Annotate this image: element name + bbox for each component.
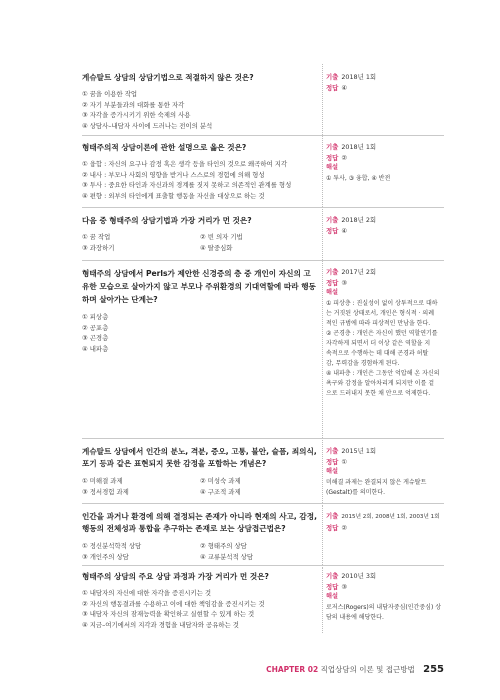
answer-label: 정답 xyxy=(326,523,339,532)
option: ③ 개인주의 상담 xyxy=(82,552,129,561)
option: ④ 편향 : 외부의 타인에게 표출할 행동을 자신을 대상으로 하는 것 xyxy=(82,191,265,200)
option: ① 꿈을 이용한 작업 xyxy=(82,90,138,98)
chapter-label: CHAPTER 02 xyxy=(266,665,319,674)
option: ③ 자각을 증가시키기 위한 숙제의 사용 xyxy=(82,111,191,120)
question-title: 인간을 과거나 환경에 의해 결정되는 존재가 아니라 현재의 사고, 감정, 행동의 전체성과 통합을 추구하는 존재로 보는 상담접근법은? xyxy=(82,512,317,533)
explanation-label: 해설 xyxy=(326,289,338,297)
exam-value: 2017년 2회 xyxy=(341,268,377,276)
answer-label: 정답 xyxy=(326,457,339,466)
exam-label: 기출 xyxy=(326,73,339,81)
explanation-label: 해설 xyxy=(326,593,338,601)
explanation-line: (Gestalt)를 의미한다. xyxy=(326,488,385,496)
question-title: 게슈탈트 상담의 상담기법으로 적절하지 않은 것은? xyxy=(82,73,254,82)
option: ③ 과장하기 xyxy=(82,243,115,252)
answer-value: ③ xyxy=(341,278,348,287)
answer-label: 정답 xyxy=(326,582,339,591)
explanation-line: 는 거짓된 상태로서, 개인은 형식적 · 의례 xyxy=(326,309,434,317)
option: ① 꿈 작업 xyxy=(82,233,111,241)
option: ② 공포층 xyxy=(82,323,109,332)
chapter-title: 직업상담의 이론 및 접근방법 xyxy=(320,665,415,674)
question-block xyxy=(82,136,444,208)
exam-value: 2015년 1회 xyxy=(341,447,377,455)
answer-value: ③ xyxy=(341,582,348,591)
exam-label: 기출 xyxy=(326,572,339,580)
explanation-line: ④ 내파층 : 개인은 그동안 억압해 온 자신의 xyxy=(326,369,440,377)
answer-label: 정답 xyxy=(326,278,339,287)
explanation-label: 해설 xyxy=(326,468,338,476)
page-footer xyxy=(266,664,444,675)
explanation-line: 담의 내용에 해당한다. xyxy=(326,613,384,621)
exam-label: 기출 xyxy=(326,216,339,224)
exam-label: 기출 xyxy=(326,143,339,151)
option: ① 피상층 xyxy=(82,313,109,321)
answer-label: 정답 xyxy=(326,83,339,92)
option: ① 정신분석학적 상담 xyxy=(82,542,142,550)
option: ① 융합 : 자신의 요구나 감정 혹은 생각 등을 타인의 것으로 왜곡하여 지각 xyxy=(82,160,288,168)
answer-value: ② xyxy=(341,523,348,532)
page-number: 255 xyxy=(423,664,444,675)
explanation-line: ① 피상층 : 진실성이 없이 상투적으로 대하 xyxy=(326,299,438,307)
exam-value: 2010년 3회 xyxy=(341,572,377,580)
option: ④ 지금–여기에서의 지각과 경험을 내담자와 공유하는 것 xyxy=(82,620,239,629)
option: ④ 상담사–내담자 사이에 드러나는 전이의 분석 xyxy=(82,121,213,130)
explanation-line: 속적으로 수행하는 데 대해 곤경과 허탈 xyxy=(326,349,429,357)
answer-value: ① xyxy=(341,457,348,466)
answer-value: ② xyxy=(341,153,348,162)
question-block xyxy=(82,64,444,136)
explanation-line: 욕구와 감정을 알아차리게 되지만 이를 겉 xyxy=(326,379,435,387)
explanation-line: 미해결 과제는 완결되지 않은 게슈탈트 xyxy=(326,478,427,486)
option: ④ 교류분석적 상담 xyxy=(200,552,254,561)
explanation-line: 감, 무력감을 경험하게 된다. xyxy=(326,359,400,367)
answer-label: 정답 xyxy=(326,153,339,162)
explanation-label: 해설 xyxy=(326,164,338,172)
question-block xyxy=(82,261,444,439)
option: ④ 탈중심화 xyxy=(200,243,233,252)
answer-value: ④ xyxy=(341,83,348,92)
question-block xyxy=(82,505,444,566)
explanation-line: 로저스(Rogers)의 내담자중심(인간중심) 상 xyxy=(326,603,441,611)
exam-label: 기출 xyxy=(326,512,339,520)
page-content xyxy=(82,64,444,634)
explanation-line: 자각하게 되면서 더 이상 같은 역할을 지 xyxy=(326,339,431,347)
question-title: 게슈탈트 상담에서 인간의 분노, 격분, 증오, 고통, 불안, 슬픔, 죄의식, 포기 등과 같은 표현되지 못한 감정을 포함하는 개념은? xyxy=(82,447,317,468)
question-title: 다음 중 형태주의 상담기법과 가장 거리가 먼 것은? xyxy=(82,216,252,225)
option: ④ 내파층 xyxy=(82,344,109,353)
option: ② 미성숙 과제 xyxy=(200,477,241,485)
answer-value: ④ xyxy=(341,226,348,235)
question-title: 형태주의 상담의 주요 상담 과정과 가장 거리가 먼 것은? xyxy=(82,572,269,581)
option: ② 빈 의자 기법 xyxy=(200,233,243,241)
exam-value: 2018년 2회 xyxy=(341,216,377,224)
question-title: 형태주의적 상담이론에 관한 설명으로 옳은 것은? xyxy=(82,143,247,152)
option: ② 자기 부분들과의 대화를 통한 자각 xyxy=(82,100,185,109)
explanation-line: ② 곤경층 : 개인은 자신이 했던 역할연기를 xyxy=(326,329,438,337)
question-block xyxy=(82,440,444,504)
answer-label: 정답 xyxy=(326,226,339,235)
exam-label: 기출 xyxy=(326,447,339,455)
option: ① 미해결 과제 xyxy=(82,477,123,485)
option: ② 형태주의 상담 xyxy=(200,542,247,550)
exam-value: 2015년 2회, 2008년 1회, 2003년 1회 xyxy=(341,514,440,520)
exam-label: 기출 xyxy=(326,268,339,276)
explanation-line: 으로 드러내지 못한 채 안으로 억제한다. xyxy=(326,389,431,397)
option: ③ 정서경험 과제 xyxy=(82,487,129,496)
question-block xyxy=(82,567,444,633)
explanation-line: ① 투사, ③ 융합, ④ 반전 xyxy=(326,174,391,182)
question-title: 형태주의 상담에서 Perls가 제안한 신경증의 층 중 개인이 자신의 고유한 모습으로 살아가지 않고 부모나 주위환경의 기대역할에 따라 행동하며 살아가는 단계는? xyxy=(82,269,316,304)
exam-value: 2018년 1회 xyxy=(341,73,377,81)
question-block xyxy=(82,209,444,261)
option: ② 내사 : 부모나 사회의 영향을 받거나 스스로의 경험에 의해 형성 xyxy=(82,170,265,179)
option: ③ 곤경층 xyxy=(82,334,109,343)
option: ③ 내담자 자신의 잠재능력을 확인하고 실현할 수 있게 하는 것 xyxy=(82,610,255,619)
option: ③ 투사 : 중요한 타인과 자신과의 경계를 짓지 못하고 의존적인 관계를 형성 xyxy=(82,181,292,190)
option: ① 내담자의 자신에 대한 자각을 증진시키는 것 xyxy=(82,589,212,597)
explanation-line: 적인 규범에 따라 피상적인 만남을 한다. xyxy=(326,319,431,327)
option: ④ 구조적 과제 xyxy=(200,487,241,496)
exam-value: 2018년 1회 xyxy=(341,143,377,151)
option: ② 자신의 행동결과를 수용하고 이에 대한 책임감을 증진시키는 것 xyxy=(82,599,265,608)
